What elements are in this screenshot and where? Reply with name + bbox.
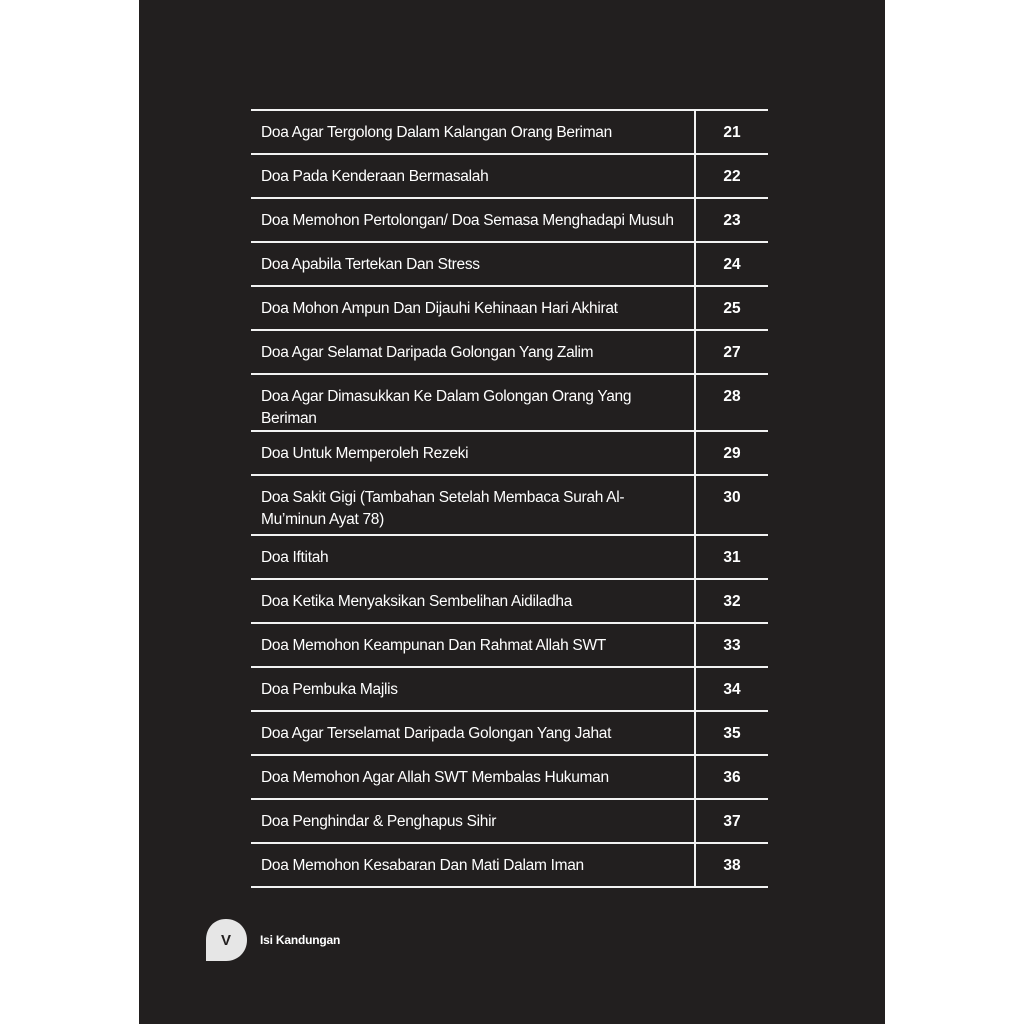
toc-entry-page: 31 [723, 549, 741, 566]
toc-row[interactable] [251, 844, 768, 888]
section-label: Isi Kandungan [260, 933, 341, 947]
toc-entry-title: Doa Untuk Memperoleh Rezeki [251, 432, 696, 474]
toc-row[interactable] [251, 375, 768, 432]
toc-row[interactable] [251, 800, 768, 844]
toc-entry-page: 29 [723, 445, 741, 462]
toc-entry-page: 30 [723, 489, 741, 506]
book-page [139, 0, 885, 1024]
toc-row[interactable] [251, 432, 768, 476]
page-footer [203, 917, 340, 963]
toc-entry-title: Doa Memohon Agar Allah SWT Membalas Hukuman [251, 756, 696, 798]
toc-entry-title: Doa Memohon Keampunan Dan Rahmat Allah SWT [251, 624, 696, 666]
toc-entry-page: 21 [723, 124, 741, 141]
toc-row[interactable] [251, 199, 768, 243]
toc-row[interactable] [251, 476, 768, 536]
toc-row[interactable] [251, 624, 768, 668]
toc-entry-page: 22 [723, 168, 741, 185]
toc-row[interactable] [251, 536, 768, 580]
toc-entry-page: 27 [723, 344, 741, 361]
toc-entry-page: 25 [723, 300, 741, 317]
toc-entry-page: 35 [723, 725, 741, 742]
toc-entry-title: Doa Iftitah [251, 536, 696, 578]
toc-row[interactable] [251, 756, 768, 800]
toc-entry-title: Doa Mohon Ampun Dan Dijauhi Kehinaan Hari Akhirat [251, 287, 696, 329]
toc-entry-title: Doa Memohon Kesabaran Dan Mati Dalam Iman [251, 844, 696, 886]
toc-entry-page: 33 [723, 637, 741, 654]
toc-entry-page: 23 [723, 212, 741, 229]
toc-row[interactable] [251, 331, 768, 375]
toc-entry-page: 28 [723, 388, 741, 405]
page-number-badge [203, 917, 249, 963]
toc-entry-title: Doa Sakit Gigi (Tambahan Setelah Membaca Surah Al-Mu’minun Ayat 78) [251, 476, 696, 534]
toc-entry-title: Doa Agar Tergolong Dalam Kalangan Orang Beriman [251, 111, 696, 153]
toc-entry-page: 32 [723, 593, 741, 610]
toc-row[interactable] [251, 287, 768, 331]
toc-row[interactable] [251, 155, 768, 199]
toc-entry-page: 37 [723, 813, 741, 830]
toc-entry-title: Doa Agar Terselamat Daripada Golongan Yang Jahat [251, 712, 696, 754]
toc-entry-title: Doa Apabila Tertekan Dan Stress [251, 243, 696, 285]
toc-row[interactable] [251, 580, 768, 624]
toc-entry-title: Doa Agar Dimasukkan Ke Dalam Golongan Orang Yang Beriman [251, 375, 696, 430]
toc-entry-title: Doa Ketika Menyaksikan Sembelihan Aidiladha [251, 580, 696, 622]
toc-row[interactable] [251, 668, 768, 712]
page-numeral: V [220, 931, 231, 949]
toc-entry-title: Doa Agar Selamat Daripada Golongan Yang Zalim [251, 331, 696, 373]
toc-row[interactable] [251, 712, 768, 756]
toc-entry-title: Doa Pada Kenderaan Bermasalah [251, 155, 696, 197]
toc-row[interactable] [251, 243, 768, 287]
toc-entry-page: 38 [723, 857, 741, 874]
toc-entry-page: 34 [723, 681, 741, 698]
toc-entry-title: Doa Penghindar & Penghapus Sihir [251, 800, 696, 842]
toc-row[interactable] [251, 111, 768, 155]
toc-entry-title: Doa Pembuka Majlis [251, 668, 696, 710]
toc-entry-page: 24 [723, 256, 741, 273]
table-of-contents [251, 109, 768, 888]
toc-entry-title: Doa Memohon Pertolongan/ Doa Semasa Menghadapi Musuh [251, 199, 696, 241]
toc-entry-page: 36 [723, 769, 741, 786]
